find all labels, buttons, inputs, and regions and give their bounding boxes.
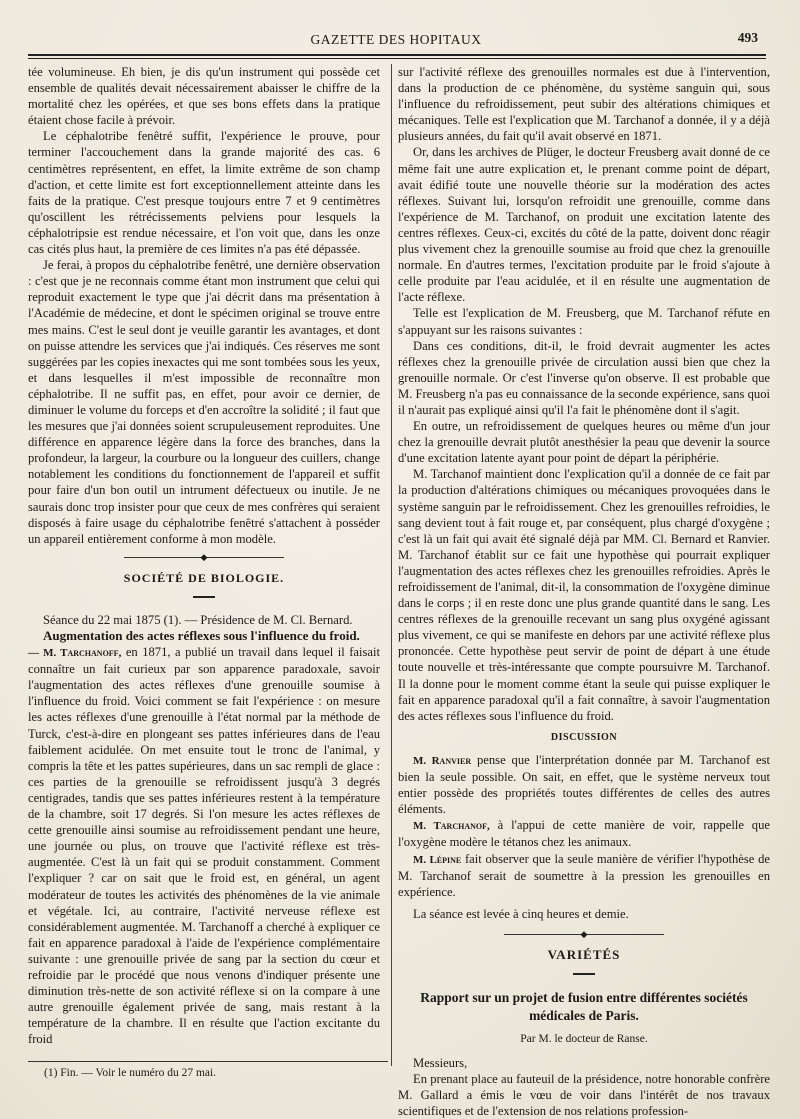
paragraph: tée volumineuse. Eh bien, je dis qu'un instrument qui possède cet ensemble de qualités devait nécessairement abaisser le chiffre de la mortalité chez les opérées, et que ses bons effets dans la pratique étaient chose facile à prévoir. (28, 65, 380, 128)
seance-line: Séance du 22 mai 1875 (1). — Présidence de M. Cl. Bernard. (43, 612, 353, 627)
left-column (28, 64, 380, 1047)
title-rule (193, 596, 215, 598)
paragraph (398, 817, 770, 850)
running-title: GAZETTE DES HOPITAUX (310, 32, 482, 47)
speaker-name: M. Ranvier (413, 754, 472, 767)
paragraph: M. Tarchanof maintient donc l'explication qu'il a donnée de ce fait par la production d'altérations chimiques ou mécaniques provoquées dans le système sanguin par le refroidissement. Chez les grenouilles refroidies, le sang devient tout à fait rouge et, par conséquent, plus chargé d'oxygène ; c'est là un fait qui avait été signalé déjà par MM. Cl. Bernard et Ranvier. M. Tarchanof établit sur ce fait une hypothèse qui pourrait expliquer l'augmentation des actes réflexes chez les grenouilles refroidies. Après le refroidissement de l'animal, dit-il, la consommation de l'oxygène diminue dans le corps ; il en reste donc une plus grande quantité dans le sang. Les centres réflexes de la grenouille recevant un sang plus oxygéné agissant plus vivement, ce qui se manifeste en dehors par une activité réflexe plus prononcée. Cette hypothèse peut servir de point de départ à une étude toute nouvelle et très-intéressante que compte poursuivre M. Tarchanof. Il la donne pour le moment comme étant la seule qui puisse expliquer le fait en apparence paradoxal qu'il a fait connaître, à savoir l'augmentation des actes réflexes sous l'influence du froid. (398, 467, 770, 723)
column-divider (391, 64, 392, 1066)
paragraph: Le céphalotribe fenêtré suffit, l'expérience le prouve, pour terminer l'accouchement dans la grande majorité des cas. 6 centimètres représentent, en effet, la limite extrême de son champ d'action, et cette limite est fort exceptionnellement atteinte dans les faits de la pratique. C'est presque toujours entre 7 et 9 centimètres qu'oscillent les rétrécissements pelviens pour lesquels la céphalotripsie est rendue nécessaire, et l'on voit que, dans les onze cas cités plus haut, la première de ces limites n'a pas été dépassée. (28, 129, 380, 257)
paragraph: Dans ces conditions, dit-il, le froid devrait augmenter les actes réflexes chez la grenouille privée de circulation aussi bien que chez la grenouille normale. Or c'est l'inverse qu'on observe. Il est probable que M. Freusberg n'a pas eu connaissance de la seconde expérience, sans quoi il n'aurait pas expliqué ainsi qu'il l'a fait le phénomène dont il s'agit. (398, 338, 770, 417)
closing-line: La séance est levée à cinq heures et demie. (413, 906, 629, 921)
paragraph: En prenant place au fauteuil de la présidence, notre honorable confrère M. Gallard a émis le vœu de voir dans l'intérêt de nos travaux scientifiques et de l'extension de nos relations profession- (398, 1072, 770, 1119)
paragraph-text: en 1871, a publié un travail dans lequel il faisait connaître un fait curieux par son apparence paradoxale, savoir l'augmentation des actes réflexes d'une grenouille soumise à l'influence du froid. Voici comment se fait l'expérience : on mesure les actes réflexes d'une grenouille à l'état normal par la méthode de Turck, c'est-à-dire en plongeant ses pattes inférieures dans de l'eau faiblement acidulée. On met ensuite tout le tronc de l'animal, y compris la tête et les pattes supérieures, dans un sac rempli de glace : ces parties de la grenouille se refroidissent jusqu'à 3 degrés centigrades, tandis que ses pattes inférieures restent à la température de la chambre, soit 17 degrés. Si l'on mesure les actes réflexes de cette grenouille ainsi soumise au refroidissement pendant une heure, une journée ou plus, on trouve que l'activité réflexe est très-augmentée. C'est là un fait qui se produit constamment. Comment l'expliquer ? car on sait que le froid est, en général, un agent modérateur de toutes les activités des phénomènes de la vie animale et végétale. Ici, au contraire, l'activité nerveuse réflexe est considérablement augmentée. M. Tarchanoff a cherché à expliquer ce fait en apparence paradoxal à l'aide de l'expérience complémentaire suivante : une grenouille privée de sang par la section du cœur et refroidie par le procédé que nous venons d'indiquer présente une diminution très-nette de son activité réflexe si on la compare à une autre grenouille également privée de sang, mais restant à la température de la chambre. Il en résulte que l'action excitante du froid (28, 645, 380, 1047)
footnote: (1) Fin. — Voir le numéro du 27 mai. (44, 1067, 217, 1079)
article-title: Rapport sur un projet de fusion entre différentes sociétés médicales de Paris. (420, 989, 748, 1023)
section-separator (124, 557, 284, 558)
section-title: SOCIÉTÉ DE BIOLOGIE. (123, 570, 285, 585)
page-header (28, 30, 764, 52)
paragraph (398, 752, 770, 817)
paragraph-text: à l'appui de cette manière de voir, rappelle que l'oxygène modère le tétanos chez les animaux. (398, 818, 770, 850)
byline: Par M. le docteur de Ranse. (520, 1032, 648, 1045)
speaker-name: M. Tarchanof, (413, 820, 490, 833)
right-column (398, 64, 770, 1119)
header-rule (28, 54, 766, 56)
paragraph-text: pense que l'interprétation donnée par M. Tarchanof est bien la seule possible. On sait, en effet, que le système nerveux tout entier possède des propriétés toutes différentes de celles des autres éléments. (398, 752, 770, 817)
paragraph (398, 851, 770, 900)
paragraph: sur l'activité réflexe des grenouilles normales est due à l'intervention, dans la production de ce phénomène, du système sanguin qui, sous l'influence du refroidissement, peut subir des altérations chimiques et mécaniques. Telle est l'explication que M. Tarchanof a donnée, il y a déjà plusieurs années, du fait qu'il avait observé en 1871. (398, 65, 770, 144)
paragraph-text: fait observer que la seule manière de vérifier l'hypothèse de M. Tarchanof serait de soumettre à la pression les grenouilles en expérience. (398, 851, 770, 899)
paragraph: Or, dans les archives de Plüger, le docteur Freusberg avait donné de ce même fait une autre explication et, le prenant comme point de départ, avait édifié toute une nouvelle théorie sur la modération des actes réflexes. Suivant lui, lorsqu'on refroidit une grenouille, comme dans l'expérience de M. Tarchanof, on produit une excitation latente des centres réflexes. Ceux-ci, excités du côté de la patte, doivent donc réagir plus vivement chez la grenouille soumise au froid que chez la grenouille normale. En d'autres termes, l'excitation produite par le froid s'ajoute à celle produite par l'eau acidulée, et il en résulte une augmentation de l'acte réflexe. (398, 145, 770, 305)
footnote-rule (28, 1061, 388, 1062)
title-rule (573, 973, 595, 975)
page-number: 493 (737, 30, 758, 45)
speaker-name: — M. Tarchanoff, (28, 647, 122, 660)
paragraph: En outre, un refroidissement de quelques heures ou même d'un jour chez la grenouille devrait plutôt anesthésier la peau que devenir la source d'une excitation latente ayant pour point de départ la périphérie. (398, 419, 770, 466)
section-separator (504, 934, 664, 935)
header-rule-thin (28, 58, 766, 59)
article-subhead: Augmentation des actes réflexes sous l'influence du froid. (43, 628, 360, 643)
paragraph: Telle est l'explication de M. Freusberg, que M. Tarchanof réfute en s'appuyant sur les raisons suivantes : (398, 306, 770, 337)
paragraph (28, 644, 380, 1047)
discussion-title: DISCUSSION (550, 731, 618, 743)
speaker-name: M. Lépine (413, 853, 462, 866)
section-title: VARIÉTÉS (547, 946, 621, 962)
paragraph: Je ferai, à propos du céphalotribe fenêtré, une dernière observation : c'est que je ne reconnais comme étant mon instrument que celui qui reproduit exactement le type que j'ai décrit dans ma présentation à l'Académie de médecine, et dont le spécimen original se trouve entre mes mains. C'est le seul dont je veuille garantir les avantages, et dont on puisse attendre les services que j'ai indiqués. Ces réserves me sont suggérées par les copies inexactes qui me sont tombées sous les yeux, et dans lesquelles il m'est impossible de reconnaître mon céphalotribe. Il ne suffit pas, en effet, pour avoir ce dernier, de diminuer le volume du forceps et d'en accroître la solidité ; il faut que les mesures que j'ai données soient scrupuleusement reproduites. Une différence en apparence légère dans la force des branches, dans la profondeur, la largeur, la courbure ou la longueur des cuillers, change notablement les conditions du fonctionnement de l'appareil et suffit pour faire d'un bon outil un intrument défectueux ou inutile. Je ne saurais donc trop insister pour que ceux de mes confrères qui seraient disposés à faire usage du céphalotribe fenêtré s'attachent à posséder un appareil entièrement conforme à mon modèle. (28, 258, 380, 546)
salutation: Messieurs, (413, 1056, 468, 1071)
